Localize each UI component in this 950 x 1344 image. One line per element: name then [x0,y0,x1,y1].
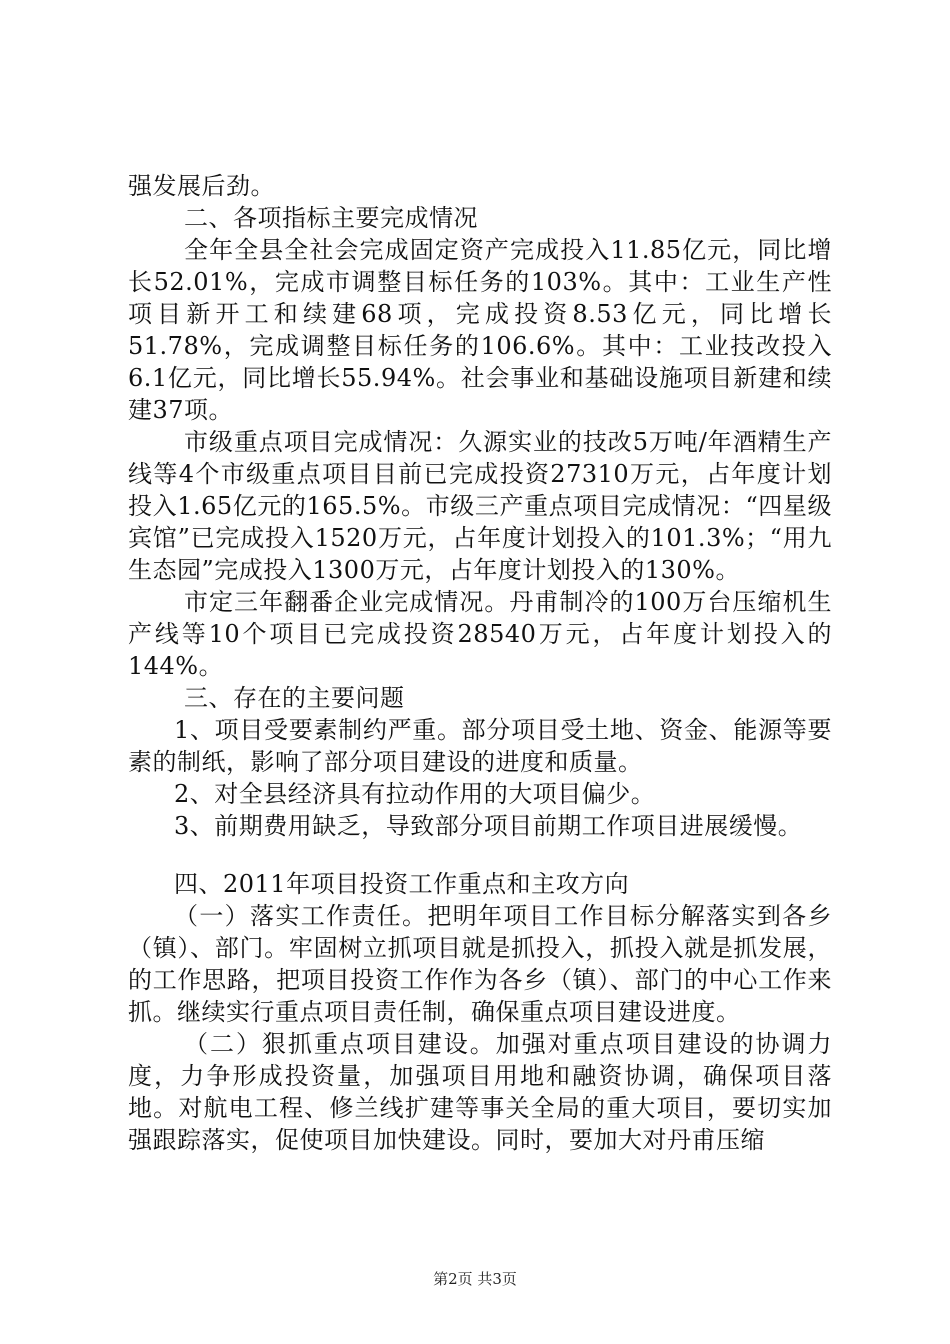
paragraph-doubling-enterprises: 市定三年翻番企业完成情况。丹甫制冷的100万台压缩机生产线等10个项目已完成投资28540万元，占年度计划投入的144%。 [128,588,832,680]
problem-item-2: 2、对全县经济具有拉动作用的大项目偏少。 [174,780,656,808]
section-heading-3: 三、存在的主要问题 [184,684,405,712]
paragraph-spacer [128,842,832,868]
document-body [128,170,832,1156]
section-heading-4: 四、2011年项目投资工作重点和主攻方向 [174,870,630,898]
section-heading-2: 二、各项指标主要完成情况 [184,204,478,232]
measure-item-2: （二）狠抓重点项目建设。加强对重点项目建设的协调力度，力争形成投资量，加强项目用地和融资协调，确保项目落地。对航电工程、修兰线扩建等事关全局的重大项目，要切实加强跟踪落实，促使项目加快建设。同时，要加大对丹甫压缩 [128,1030,832,1154]
problem-item-3: 3、前期费用缺乏，导致部分项目前期工作项目进展缓慢。 [174,812,803,840]
paragraph-fixed-assets: 全年全县全社会完成固定资产完成投入11.85亿元，同比增长52.01%，完成市调整目标任务的103%。其中：工业生产性项目新开工和续建68项，完成投资8.53亿元，同比增长51.78%，完成调整目标任务的106.6%。其中：工业技改投入6.1亿元，同比增长55.94%。社会事业和基础设施项目新建和续建37项。 [128,236,832,424]
paragraph-city-key-projects: 市级重点项目完成情况：久源实业的技改5万吨/年酒精生产线等4个市级重点项目目前已完成投资27310万元，占年度计划投入1.65亿元的165.5%。市级三产重点项目完成情况：“四星级宾馆”已完成投入1520万元，占年度计划投入的101.3%；“用九生态园”完成投入1300万元，占年度计划投入的130%。 [128,428,832,584]
page-footer: 第2页 共3页 [433,1270,517,1288]
problem-item-1: 1、项目受要素制约严重。部分项目受土地、资金、能源等要素的制纸，影响了部分项目建设的进度和质量。 [128,716,832,776]
measure-item-1: （一）落实工作责任。把明年项目工作目标分解落实到各乡（镇）、部门。牢固树立抓项目就是抓投入，抓投入就是抓发展，的工作思路，把项目投资工作作为各乡（镇）、部门的中心工作来抓。继续实行重点项目责任制，确保重点项目建设进度。 [128,902,832,1026]
paragraph-continuation: 强发展后劲。 [128,172,275,200]
